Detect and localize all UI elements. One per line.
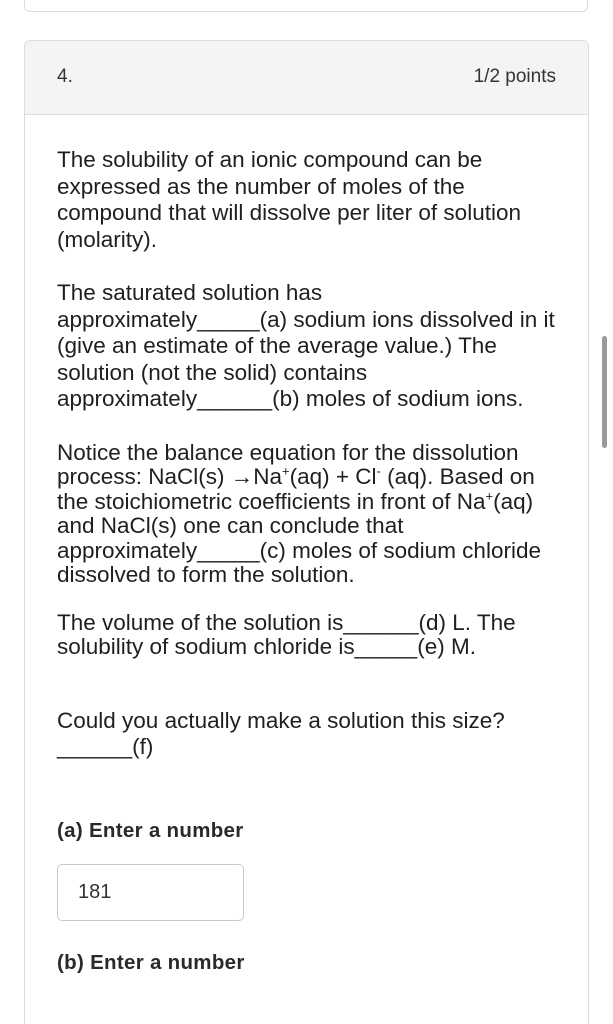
superscript-minus: - (376, 463, 381, 479)
question-body (25, 115, 588, 975)
dissolution-text-3: (aq). Based on the stoichiometric coefficients in front of Na (57, 464, 535, 514)
previous-question-card (24, 0, 588, 12)
question-number: 4. (57, 66, 73, 87)
superscript-plus: + (282, 463, 290, 479)
answer-a-label: (a) Enter a number (57, 818, 244, 842)
dissolution-text-4: (aq) and NaCl(s) one can conclude that approximately_____(c) moles of sodium chloride dissolved to form the solution. (57, 488, 541, 587)
question-card (24, 40, 589, 1024)
question-paragraph-feasibility: Could you actually make a solution this size?______(f) (57, 707, 505, 759)
dissolution-text-2: (aq) + Cl (289, 464, 377, 489)
question-paragraph-dissolution (57, 441, 556, 588)
answer-b-label: (b) Enter a number (57, 950, 245, 974)
question-header (25, 41, 588, 115)
question-points: 1/2 points (473, 66, 556, 87)
superscript-plus: + (485, 488, 494, 503)
question-paragraph-volume: The volume of the solution is______(d) L. The solubility of sodium chloride is_____(e) M. (57, 609, 516, 659)
question-paragraph-intro: The solubility of an ionic compound can be expressed as the number of moles of the compound that will dissolve per liter of solution (molarity). (57, 147, 521, 252)
answer-a-input[interactable] (57, 864, 244, 921)
question-paragraph-sodium-ions: The saturated solution has approximately_____(a) sodium ions dissolved in it (give an estimate of the average value.) The solution (not the solid) contains approximately______(b) moles of sodium ions. (57, 280, 555, 411)
dissolution-text-1: Notice the balance equation for the dissolution process: NaCl(s) →Na (57, 439, 519, 489)
scrollbar-thumb[interactable] (602, 336, 607, 448)
